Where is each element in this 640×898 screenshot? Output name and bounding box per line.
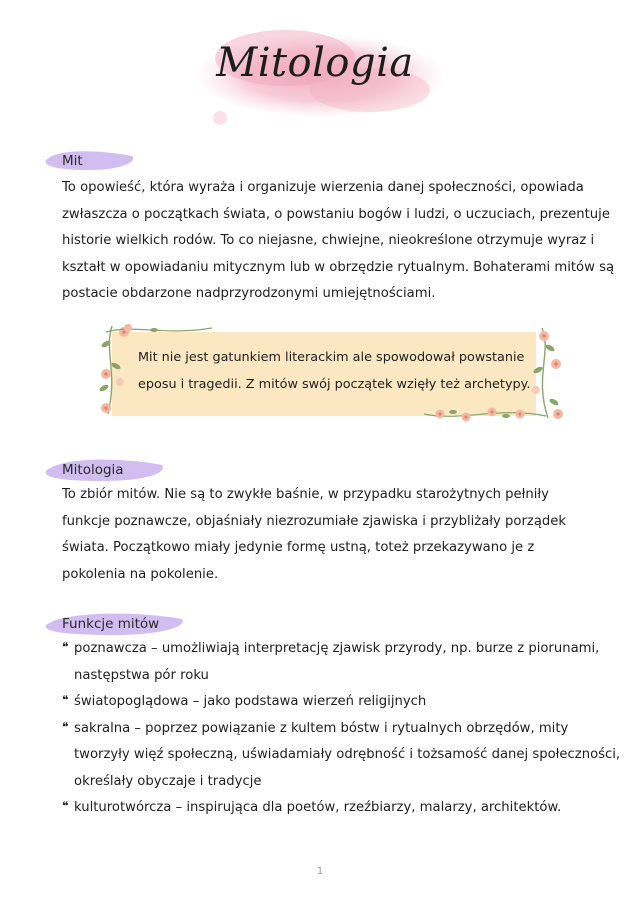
list-item: [62, 689, 602, 716]
list-item: [62, 716, 621, 796]
text-line: świata. Początkowo miały jedynie formę ustną, toteż przekazywano je z: [62, 540, 535, 555]
text-line: zwłaszcza o początkach świata, o powstaniu bogów i ludzi, o uczuciach, prezentuje: [62, 206, 610, 222]
heading-highlight: [40, 146, 140, 174]
bullet-icon: ❝: [62, 693, 69, 707]
text-line: światopoglądowa – jako podstawa wierzeń religijnych: [74, 694, 427, 709]
list-item: [62, 636, 602, 689]
title-area: [180, 18, 450, 128]
bullet-icon: ❝: [62, 719, 69, 734]
text-line: Mit nie jest gatunkiem literackim ale spowodował powstanie: [138, 350, 525, 365]
list-item: [62, 795, 602, 822]
text-line: postacie obdarzone nadprzyrodzonymi umiejętnościami.: [62, 286, 436, 301]
functions-list: [62, 636, 621, 822]
heading-label: Mit: [62, 153, 83, 169]
floral-garland-bottom-icon: [420, 402, 550, 426]
text-line: pokolenia na pokolenie.: [62, 566, 219, 582]
bullet-icon: ❝: [62, 799, 69, 813]
text-line: określały obyczaje i tradycje: [74, 773, 262, 789]
text-line: sakralna – poprzez powiązanie z kultem bóstw i rytualnych obrzędów, mity: [74, 720, 569, 736]
text-line: eposu i tragedii. Z mitów swój początek wzięły też archetypy.: [138, 377, 531, 392]
text-line: funkcje poznawcze, objaśniały niezrozumiałe zjawiska i przybliżały porządek: [62, 513, 567, 529]
floral-garland-top-icon: [104, 318, 214, 340]
mitologia-paragraph: [62, 482, 582, 588]
mit-paragraph: [62, 175, 615, 308]
text-line: kulturotwórcza – inspirująca dla poetów, rzeźbiarzy, malarzy, architektów.: [74, 800, 562, 815]
heading-label: Mitologia: [62, 462, 124, 478]
heading-mitologia: [62, 459, 124, 483]
text-line: tworzyły więź społeczną, uświadamiały odrębność i tożsamość danej społeczności,: [74, 747, 621, 762]
text-line: poznawcza – umożliwiają interpretację zjawisk przyrody, np. burze z piorunami,: [74, 641, 600, 656]
page-title: Mitologia: [216, 40, 414, 86]
heading-mit: [62, 150, 83, 174]
heading-funkcje: [62, 613, 159, 637]
text-line: To opowieść, która wyraża i organizuje wierzenia danej społeczności, opowiada: [62, 180, 584, 195]
heading-label: Funkcje mitów: [62, 616, 160, 632]
text-line: To zbiór mitów. Nie są to zwykłe baśnie, w przypadku starożytnych pełniły: [62, 487, 549, 502]
bullet-icon: ❝: [62, 640, 69, 654]
page-number: 1: [316, 866, 324, 877]
note-text: [138, 344, 538, 398]
text-line: kształt w opowiadaniu mitycznym lub w obrzędzie rytualnym. Bohaterami mitów są: [62, 259, 615, 275]
text-line: historie wielkich rodów. To co niejasne, chwiejne, nieokreślone otrzymuje wyraz i: [62, 233, 595, 248]
text-line: następstwa pór roku: [74, 667, 209, 683]
